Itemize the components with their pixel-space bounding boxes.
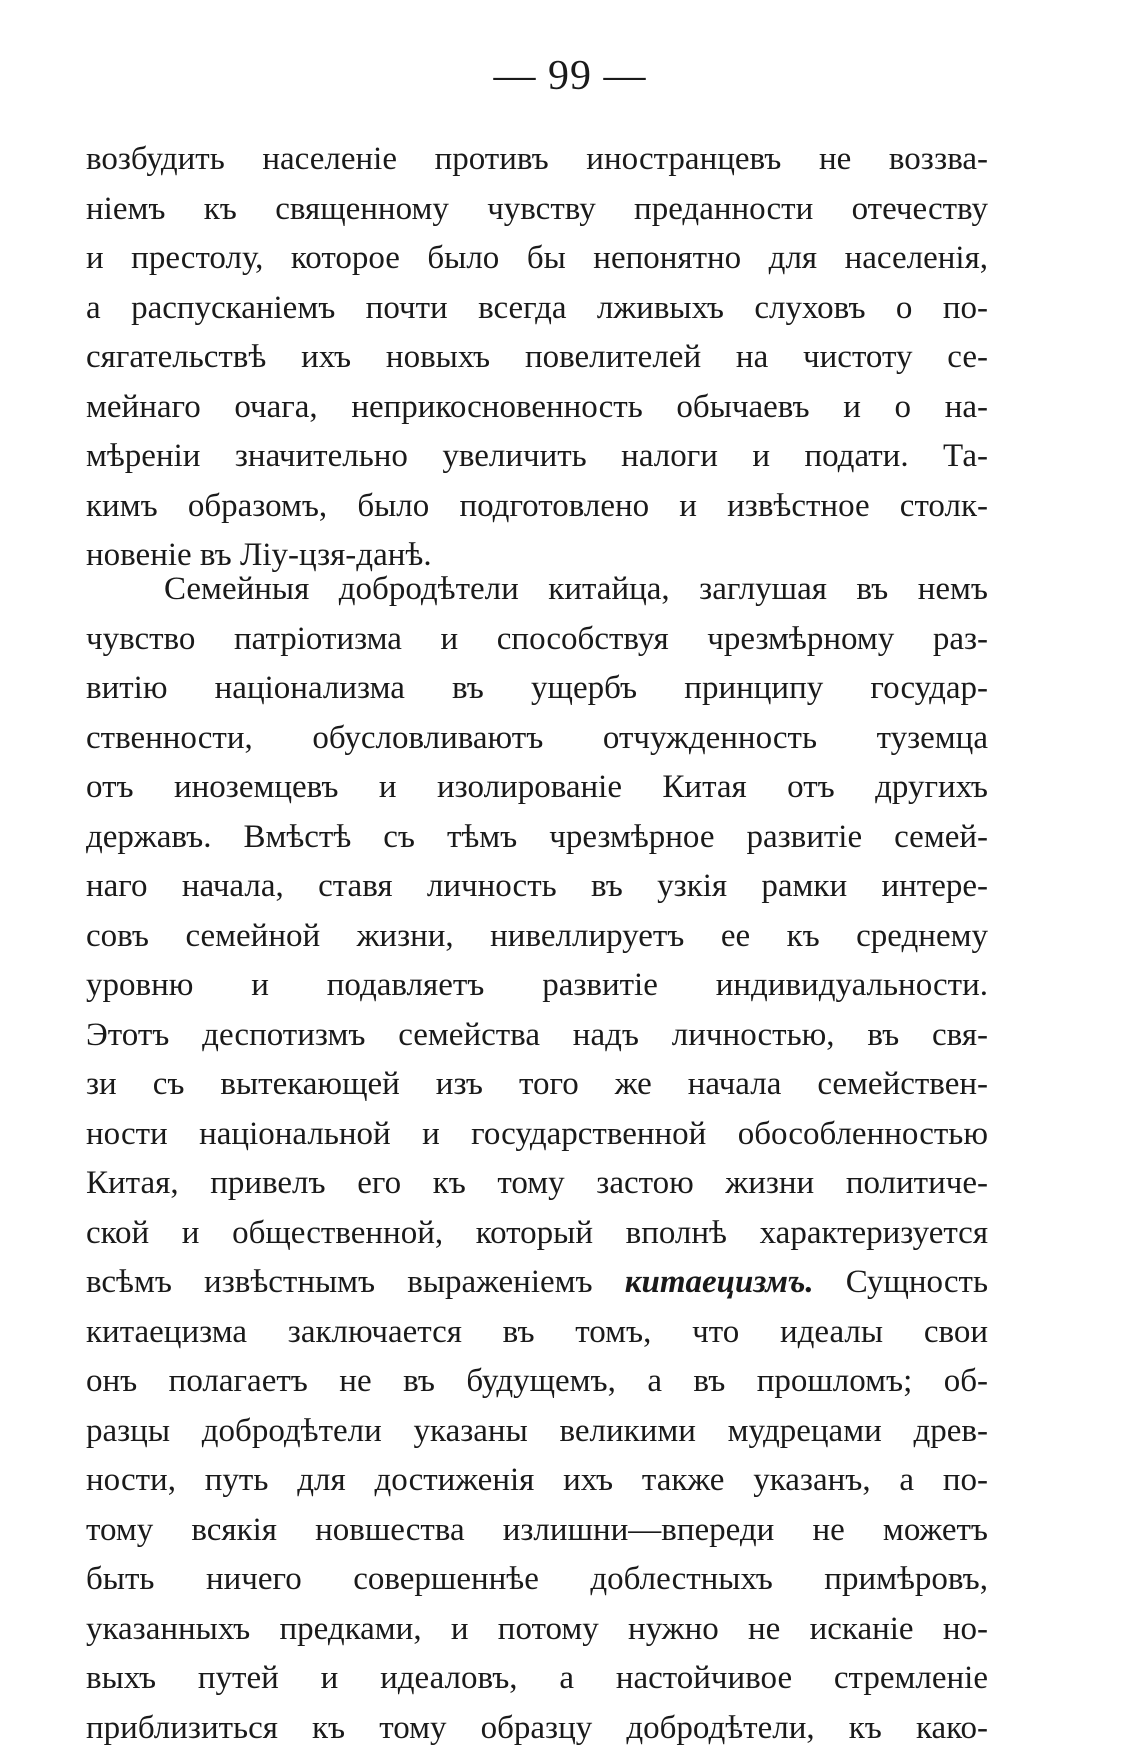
text-line: выхъ путей и идеаловъ, а настойчивое стремленіе	[86, 1660, 988, 1696]
text-line: онъ полагаетъ не въ будущемъ, а въ прошломъ; об-	[86, 1363, 988, 1399]
text-line: мѣреніи значительно увеличить налоги и подати. Та-	[86, 438, 988, 474]
text-line: уровню и подавляетъ развитіе индивидуальности.	[86, 967, 988, 1003]
text-line: новеніе въ Ліу-цзя-данѣ.	[86, 537, 432, 573]
text-line: тому всякія новшества излишни—впереди не можетъ	[86, 1511, 988, 1548]
text-line: ственности, обусловливаютъ отчужденность туземца	[86, 719, 988, 756]
text-line: зи съ вытекающей изъ того же начала семействен-	[86, 1066, 988, 1102]
text-line: ности національной и государственной обособленностью	[86, 1115, 988, 1152]
text-line: державъ. Вмѣстѣ съ тѣмъ чрезмѣрное развитіе семей-	[86, 818, 988, 855]
emphasized-term: китаецизмъ.	[624, 1264, 814, 1300]
text-line: ніемъ къ священному чувству преданности отечеству	[86, 190, 988, 227]
text-line: ской и общественной, который вполнѣ характеризуется	[86, 1214, 988, 1251]
text-line: витію націонализма въ ущербъ принципу государ-	[86, 670, 988, 706]
text-line: чувство патріотизма и способствуя чрезмѣрному раз-	[86, 620, 988, 657]
text-line: китаецизма заключается въ томъ, что идеалы свои	[86, 1313, 988, 1350]
text-line: мейнаго очага, неприкосновенность обычаевъ и о на-	[86, 388, 988, 425]
page-number: — 99 —	[493, 53, 647, 99]
text-line: сягательствѣ ихъ новыхъ повелителей на чистоту се-	[86, 339, 988, 375]
text-line: быть ничего совершеннѣе доблестныхъ примѣровъ,	[86, 1561, 988, 1597]
text-line: совъ семейной жизни, нивеллируетъ ее къ среднему	[86, 917, 988, 954]
text-line: возбудить населеніе противъ иностранцевъ не воззва-	[86, 141, 988, 177]
paragraph-1	[86, 135, 988, 581]
text-line: приблизиться къ тому образцу добродѣтели, къ како-	[86, 1709, 988, 1746]
paragraph-2	[86, 565, 988, 1753]
text-line: Китая, привелъ его къ тому застою жизни политиче-	[86, 1165, 988, 1201]
text-line: Этотъ деспотизмъ семейства надъ личностью, въ свя-	[86, 1016, 988, 1053]
text-segment: Сущность	[813, 1264, 988, 1300]
text-segment: всѣмъ извѣстнымъ выраженіемъ	[86, 1264, 625, 1300]
text-line: отъ иноземцевъ и изолированіе Китая отъ другихъ	[86, 769, 988, 805]
text-line: а распусканіемъ почти всегда лживыхъ слуховъ о по-	[86, 289, 988, 326]
text-line: указанныхъ предками, и потому нужно не исканіе но-	[86, 1610, 988, 1647]
text-line: наго начала, ставя личность въ узкія рамки интере-	[86, 868, 988, 904]
text-line: разцы добродѣтели указаны великими мудрецами древ-	[86, 1412, 988, 1449]
text-line-with-term	[86, 1258, 988, 1308]
text-line: кимъ образомъ, было подготовлено и извѣстное столк-	[86, 487, 988, 524]
text-line: ности, путь для достиженія ихъ также указанъ, а по-	[86, 1462, 988, 1498]
text-line: и престолу, которое было бы непонятно для населенія,	[86, 240, 988, 276]
text-line: Семейныя добродѣтели китайца, заглушая въ немъ	[164, 571, 988, 607]
